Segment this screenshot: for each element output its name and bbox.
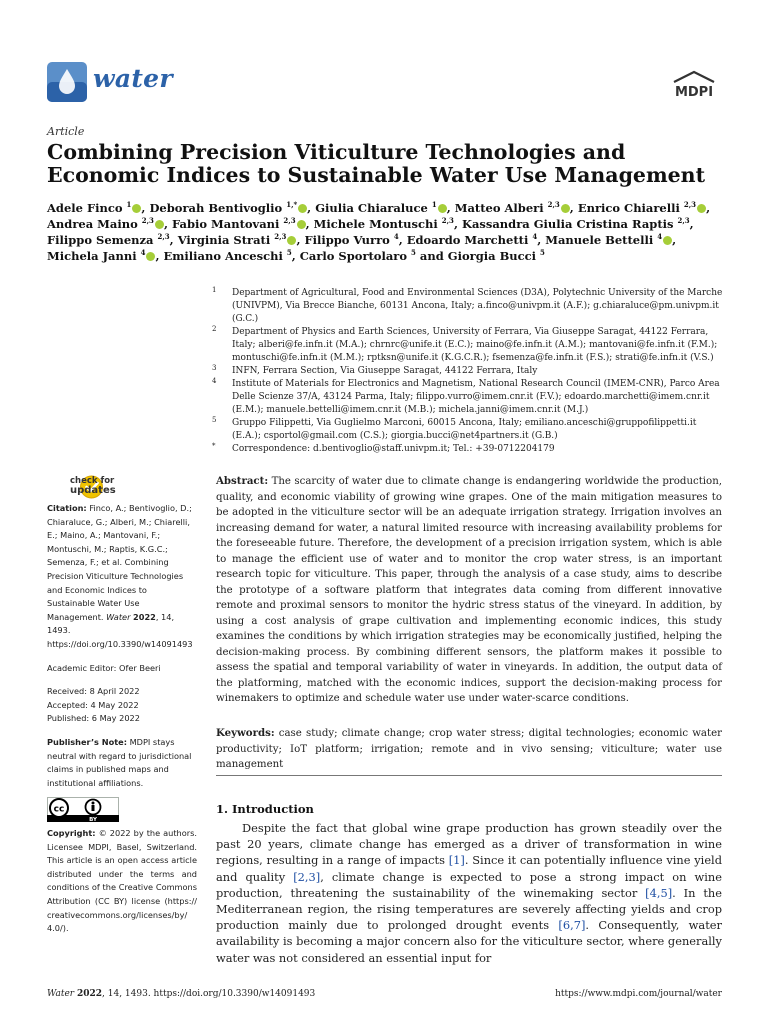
orcid-icon[interactable] [298, 204, 307, 213]
article-info-sidebar [47, 502, 197, 800]
journal-name: water [93, 64, 173, 93]
author-name: Kassandra Giulia Cristina Raptis $^{2,3}$, [461, 216, 694, 231]
orcid-icon[interactable] [155, 220, 164, 229]
orcid-icon[interactable] [297, 220, 306, 229]
reference-link[interactable]: [1] [448, 853, 465, 868]
abstract: Abstract: The scarcity of water due to climate change is endangering worldwide the production, quality, and economic viability of growing wine grapes. One of the main mitigation measures to be adopted in the viticulture sector will be an adequate irrigation strategy. Irrigation involves an increasing demand for water, a natural limited resource with increasing availability problems for the foreseeable future. Therefore, the development of a precision irrigation system, which is able to manage the efficient use of water and to monitor the crop water stress, is an important research topic for viticulture. This paper, through the analysis of a case study, aims to describe the prototype of a software platform that integrates data coming from different innovative remote and proximal sensors to monitor the hydric stress status of the vineyard. In addition, by using a cost analysis of grape cultivation and implementing economic indices, this study examines the conditions by which irrigation strategies may be economically justified, helping the decision-making process. By combining different sensors, the platform makes it possible to assess the spatial and temporal variability of water in vineyards. In addition, the output data of the platforming, matched with the economic indices, support the decision-making process for winemakers to optimize and schedule water use under water-scarce conditions. [216, 475, 722, 704]
author-name: Carlo Sportolaro $^5$ and [299, 248, 448, 263]
section-divider [216, 775, 722, 776]
author-name: Andrea Maino $^{2,3}$ , [47, 216, 172, 231]
orcid-icon[interactable] [697, 204, 706, 213]
author-list [47, 200, 727, 264]
article-type: Article [47, 125, 85, 138]
author-name: Edoardo Marchetti $^4$, [406, 232, 546, 247]
affiliation-item: 4 Institute of Materials for Electronics and Magnetism, National Research Council (IMEM-CNR), Parco Area Delle Scienze 37/A, 43124 Parma, Italy; filippo.vurro@imem.cnr.it (F.V.); edoardo.marchetti@imem.cnr.it (E.M.); manuele.bettelli@imem.cnr.it (M.B.); michela.janni@imem.cnr.it (M.J.) [212, 377, 720, 415]
footer-journal-url[interactable]: https://www.mdpi.com/journal/water [555, 989, 722, 999]
svg-text:BY: BY [89, 817, 97, 822]
reference-link[interactable]: [2,3] [293, 869, 321, 884]
author-name: Enrico Chiarelli $^{2,3}$ , [577, 200, 711, 215]
affiliations [212, 287, 728, 456]
section-heading-introduction: 1. Introduction [216, 802, 314, 816]
mdpi-logo [668, 70, 720, 100]
footer-citation: Water 2022, 14, 1493. https://doi.org/10.3390/w14091493 [47, 989, 316, 999]
affiliation-item: 1 Department of Agricultural, Food and Environmental Sciences (D3A), Polytechnic University of the Marche (UNIVPM), Via Brecce Bianche, 60131 Ancona, Italy; a.finco@univpm.it (A.F.); g.chiaraluce@pm.univpm.it (G.C.) [212, 286, 723, 324]
academic-editor: Academic Editor: Ofer Beeri [47, 662, 161, 673]
orcid-icon[interactable] [438, 204, 447, 213]
journal-logo-icon [47, 62, 87, 102]
author-name: Matteo Alberi $^{2,3}$ , [454, 200, 578, 215]
svg-text:cc: cc [53, 804, 65, 815]
reference-link[interactable]: [6,7] [558, 918, 586, 933]
author-name: Emiliano Anceschi $^5$, [163, 248, 300, 263]
author-name: Giorgia Bucci $^5$ [447, 248, 545, 263]
keywords: Keywords: case study; climate change; crop water stress; digital technologies; economic water productivity; IoT platform; irrigation; remote and in vivo sensing; viticulture; water use management [216, 727, 722, 770]
author-name: Fabio Mantovani $^{2,3}$ , [171, 216, 314, 231]
check-for-updates-label[interactable]: check for updates [70, 476, 116, 496]
cc-by-license-icon[interactable] [47, 797, 119, 822]
sidebar-citation: Citation: Finco, A.; Bentivoglio, D.; Chiaraluce, G.; Alberi, M.; Chiarelli, E.; Maino, A.; Mantovani, F.; Montuschi, M.; Raptis, K.G.C.; Semenza, F.; et al. Combining Precision Viticulture Technologies and Economic Indices to Sustainable Water Use Management. Water 2022, 14, 1493. https://doi.org/10.3390/w14091493 [47, 503, 193, 649]
orcid-icon[interactable] [663, 236, 672, 245]
affiliation-item: 5 Gruppo Filippetti, Via Guglielmo Marconi, 60015 Ancona, Italy; emiliano.anceschi@gruppofilippetti.it (E.A.); csportol@gmail.com (C.S.); giorgia.bucci@net4partners.it (G.B.) [212, 416, 697, 441]
author-name: Michela Janni $^4$ , [47, 248, 164, 263]
author-name: Virginia Strati $^{2,3}$ , [177, 232, 305, 247]
author-name: Michele Montuschi $^{2,3}$, [313, 216, 462, 231]
publication-dates: Received: 8 April 2022 Accepted: 4 May 2022 Published: 6 May 2022 [47, 686, 140, 724]
copyright-notice: Copyright: © 2022 by the authors. Licensee MDPI, Basel, Switzerland. This article is an open access article distributed under the terms and conditions of the Creative Commons Attribution (CC BY) license (https:// creativecommons.org/licenses/by/ 4.0/). [47, 828, 197, 934]
author-name: Adele Finco $^1$ , [47, 200, 150, 215]
introduction-paragraph: Despite the fact that global wine grape production has grown steadily over the past 20 years, climate change has emerged as a driver of transformation in wine regions, resulting in a range of impacts [1]. Since it can potentially influence vine yield and quality [2,3], climate change is expected to pose a strong impact on wine production, threatening the sustainability of the winemaking sector [4,5]. In the Mediterranean region, the rising temperatures are severely affecting yields and crop production mainly due to prolonged drought events [6,7]. Consequently, water availability is becoming a major concern also for the viticulture sector, where generally water was not considered an essential input for [216, 821, 722, 965]
publisher-note: Publisher’s Note: MDPI stays neutral with regard to jurisdictional claims in published maps and institutional affiliations. [47, 736, 192, 788]
author-name: Filippo Semenza $^{2,3}$, [47, 232, 178, 247]
svg-text:MDPI: MDPI [674, 85, 714, 100]
affiliation-item: * Correspondence: d.bentivoglio@staff.univpm.it; Tel.: +39-0712204179 [212, 442, 555, 454]
author-name: Manuele Bettelli $^4$ , [545, 232, 677, 247]
affiliation-item: 3 INFN, Ferrara Section, Via Giuseppe Saragat, 44122 Ferrara, Italy [212, 364, 538, 376]
author-name: Giulia Chiaraluce $^1$ , [315, 200, 455, 215]
affiliation-item: 2 Department of Physics and Earth Sciences, University of Ferrara, Via Giuseppe Saragat, 44122 Ferrara, Italy; alberi@fe.infn.it (M.A.); chrnrc@unife.it (E.C.); maino@fe.infn.it (A.M.); mantovani@fe.infn.it (F.M.); montuschi@fe.infn.it (M.M.); rptksn@unife.it (K.G.C.R.); fsemenza@fe.infn.it (F.S.); strati@fe.infn.it (V.S.) [212, 325, 718, 363]
orcid-icon[interactable] [561, 204, 570, 213]
author-name: Deborah Bentivoglio $^{1,*}$ , [149, 200, 316, 215]
reference-link[interactable]: [4,5] [645, 885, 673, 900]
author-name: Filippo Vurro $^4$, [304, 232, 407, 247]
article-title: Combining Precision Viticulture Technologies and Economic Indices to Sustainable Water Use Management [47, 140, 706, 187]
